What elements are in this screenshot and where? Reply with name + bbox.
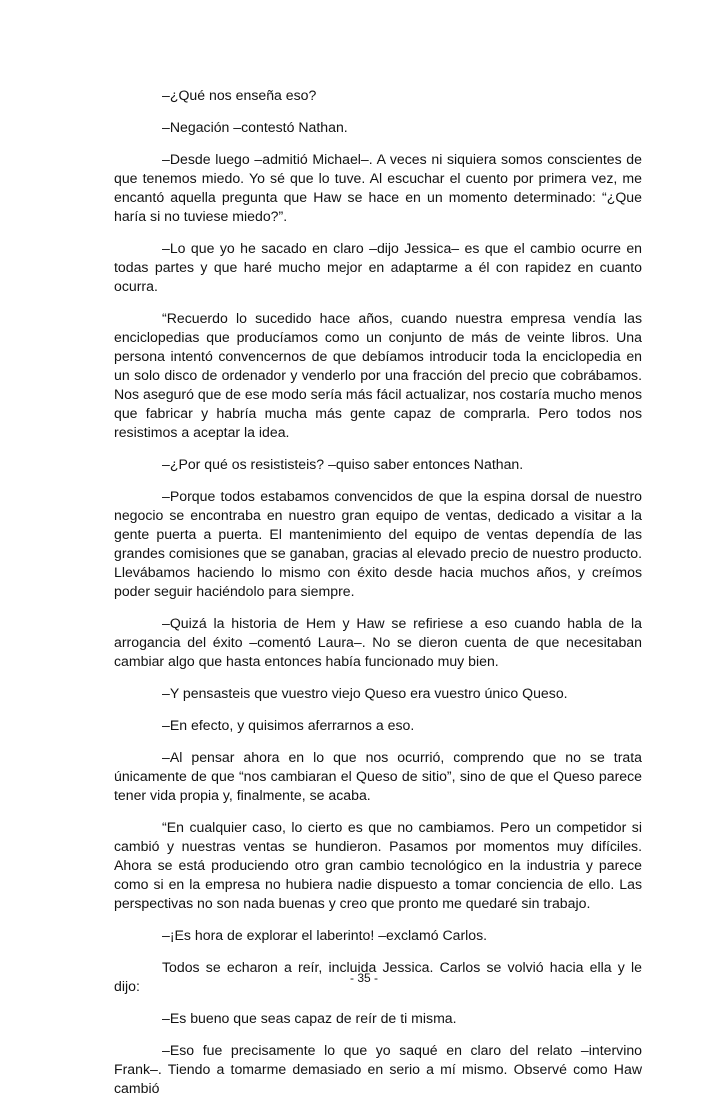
paragraph-12: “En cualquier caso, lo cierto es que no cambiamos. Pero un competidor si cambió y nuestras ventas se hundieron. Pasamos por momentos muy difíciles. Ahora se está produciendo otro gran cambio tecnológico en la industria y parece como si en la empresa no hubiera nadie dispuesto a tomar conciencia de ello. Las perspectivas no son nada buenas y creo que pronto me quedaré sin trabajo. [114,819,642,911]
paragraph-3: –Desde luego –admitió Michael–. A veces ni siquiera somos conscientes de que tenemos miedo. Yo sé que lo tuve. Al escuchar el cuento por primera vez, me encantó aquella pregunta que Haw se hace en un momento determinado: “¿Que haría si no tuviese miedo?”. [114,151,642,224]
paragraph-4: –Lo que yo he sacado en claro –dijo Jessica– es que el cambio ocurre en todas partes y que haré mucho mejor en adaptarme a él con rapidez en cuanto ocurra. [114,240,642,294]
paragraph-2: –Negación –contestó Nathan. [162,119,348,135]
paragraph-6: –¿Por qué os resististeis? –quiso saber entonces Nathan. [162,456,524,472]
paragraph-11: –Al pensar ahora en lo que nos ocurrió, comprendo que no se trata únicamente de que “nos cambiaran el Queso de sitio”, sino de que el Queso parece tener vida propia y, finalmente, se acaba. [114,749,642,803]
paragraph-16: –Eso fue precisamente lo que yo saqué en claro del relato –intervino Frank–. Tiendo a tomarme demasiado en serio a mí mismo. Observé como Haw cambió [114,1042,642,1096]
paragraph-10: –En efecto, y quisimos aferrarnos a eso. [162,717,415,733]
paragraph-5: “Recuerdo lo sucedido hace años, cuando nuestra empresa vendía las enciclopedias que producíamos como un conjunto de más de veinte libros. Una persona intentó convencernos de que debíamos introducir toda la enciclopedia en un solo disco de ordenador y venderlo por una fracción del precio que cobrábamos. Nos aseguró que de ese modo sería más fácil actualizar, nos costaría mucho menos que fabricar y habría mucha más gente capaz de comprarla. Pero todos nos resistimos a aceptar la idea. [114,310,643,440]
paragraph-1: –¿Qué nos enseña eso? [162,87,317,103]
paragraph-15: –Es bueno que seas capaz de reír de ti misma. [162,1010,457,1026]
paragraph-8: –Quizá la historia de Hem y Haw se refiriese a eso cuando habla de la arrogancia del éxito –comentó Laura–. No se dieron cuenta de que necesitaban cambiar algo que hasta entonces había funcionado muy bien. [114,615,642,669]
paragraph-9: –Y pensasteis que vuestro viejo Queso era vuestro único Queso. [162,685,568,701]
page-number: - 35 - [349,971,378,985]
page-body [114,86,642,1111]
paragraph-7: –Porque todos estabamos convencidos de que la espina dorsal de nuestro negocio se encontraba en nuestro gran equipo de ventas, dedicado a visitar a la gente puerta a puerta. El mantenimiento del equipo de ventas dependía de las grandes comisiones que se ganaban, gracias al elevado precio de nuestro producto. Llevábamos haciendo lo mismo con éxito desde hacia muchos años, y creímos poder seguir haciéndolo para siempre. [114,488,642,599]
paragraph-13: –¡Es hora de explorar el laberinto! –exclamó Carlos. [162,927,488,943]
paragraph-14: Todos se echaron a reír, incluida Jessica. Carlos se volvió hacia ella y le dijo: [114,959,642,994]
